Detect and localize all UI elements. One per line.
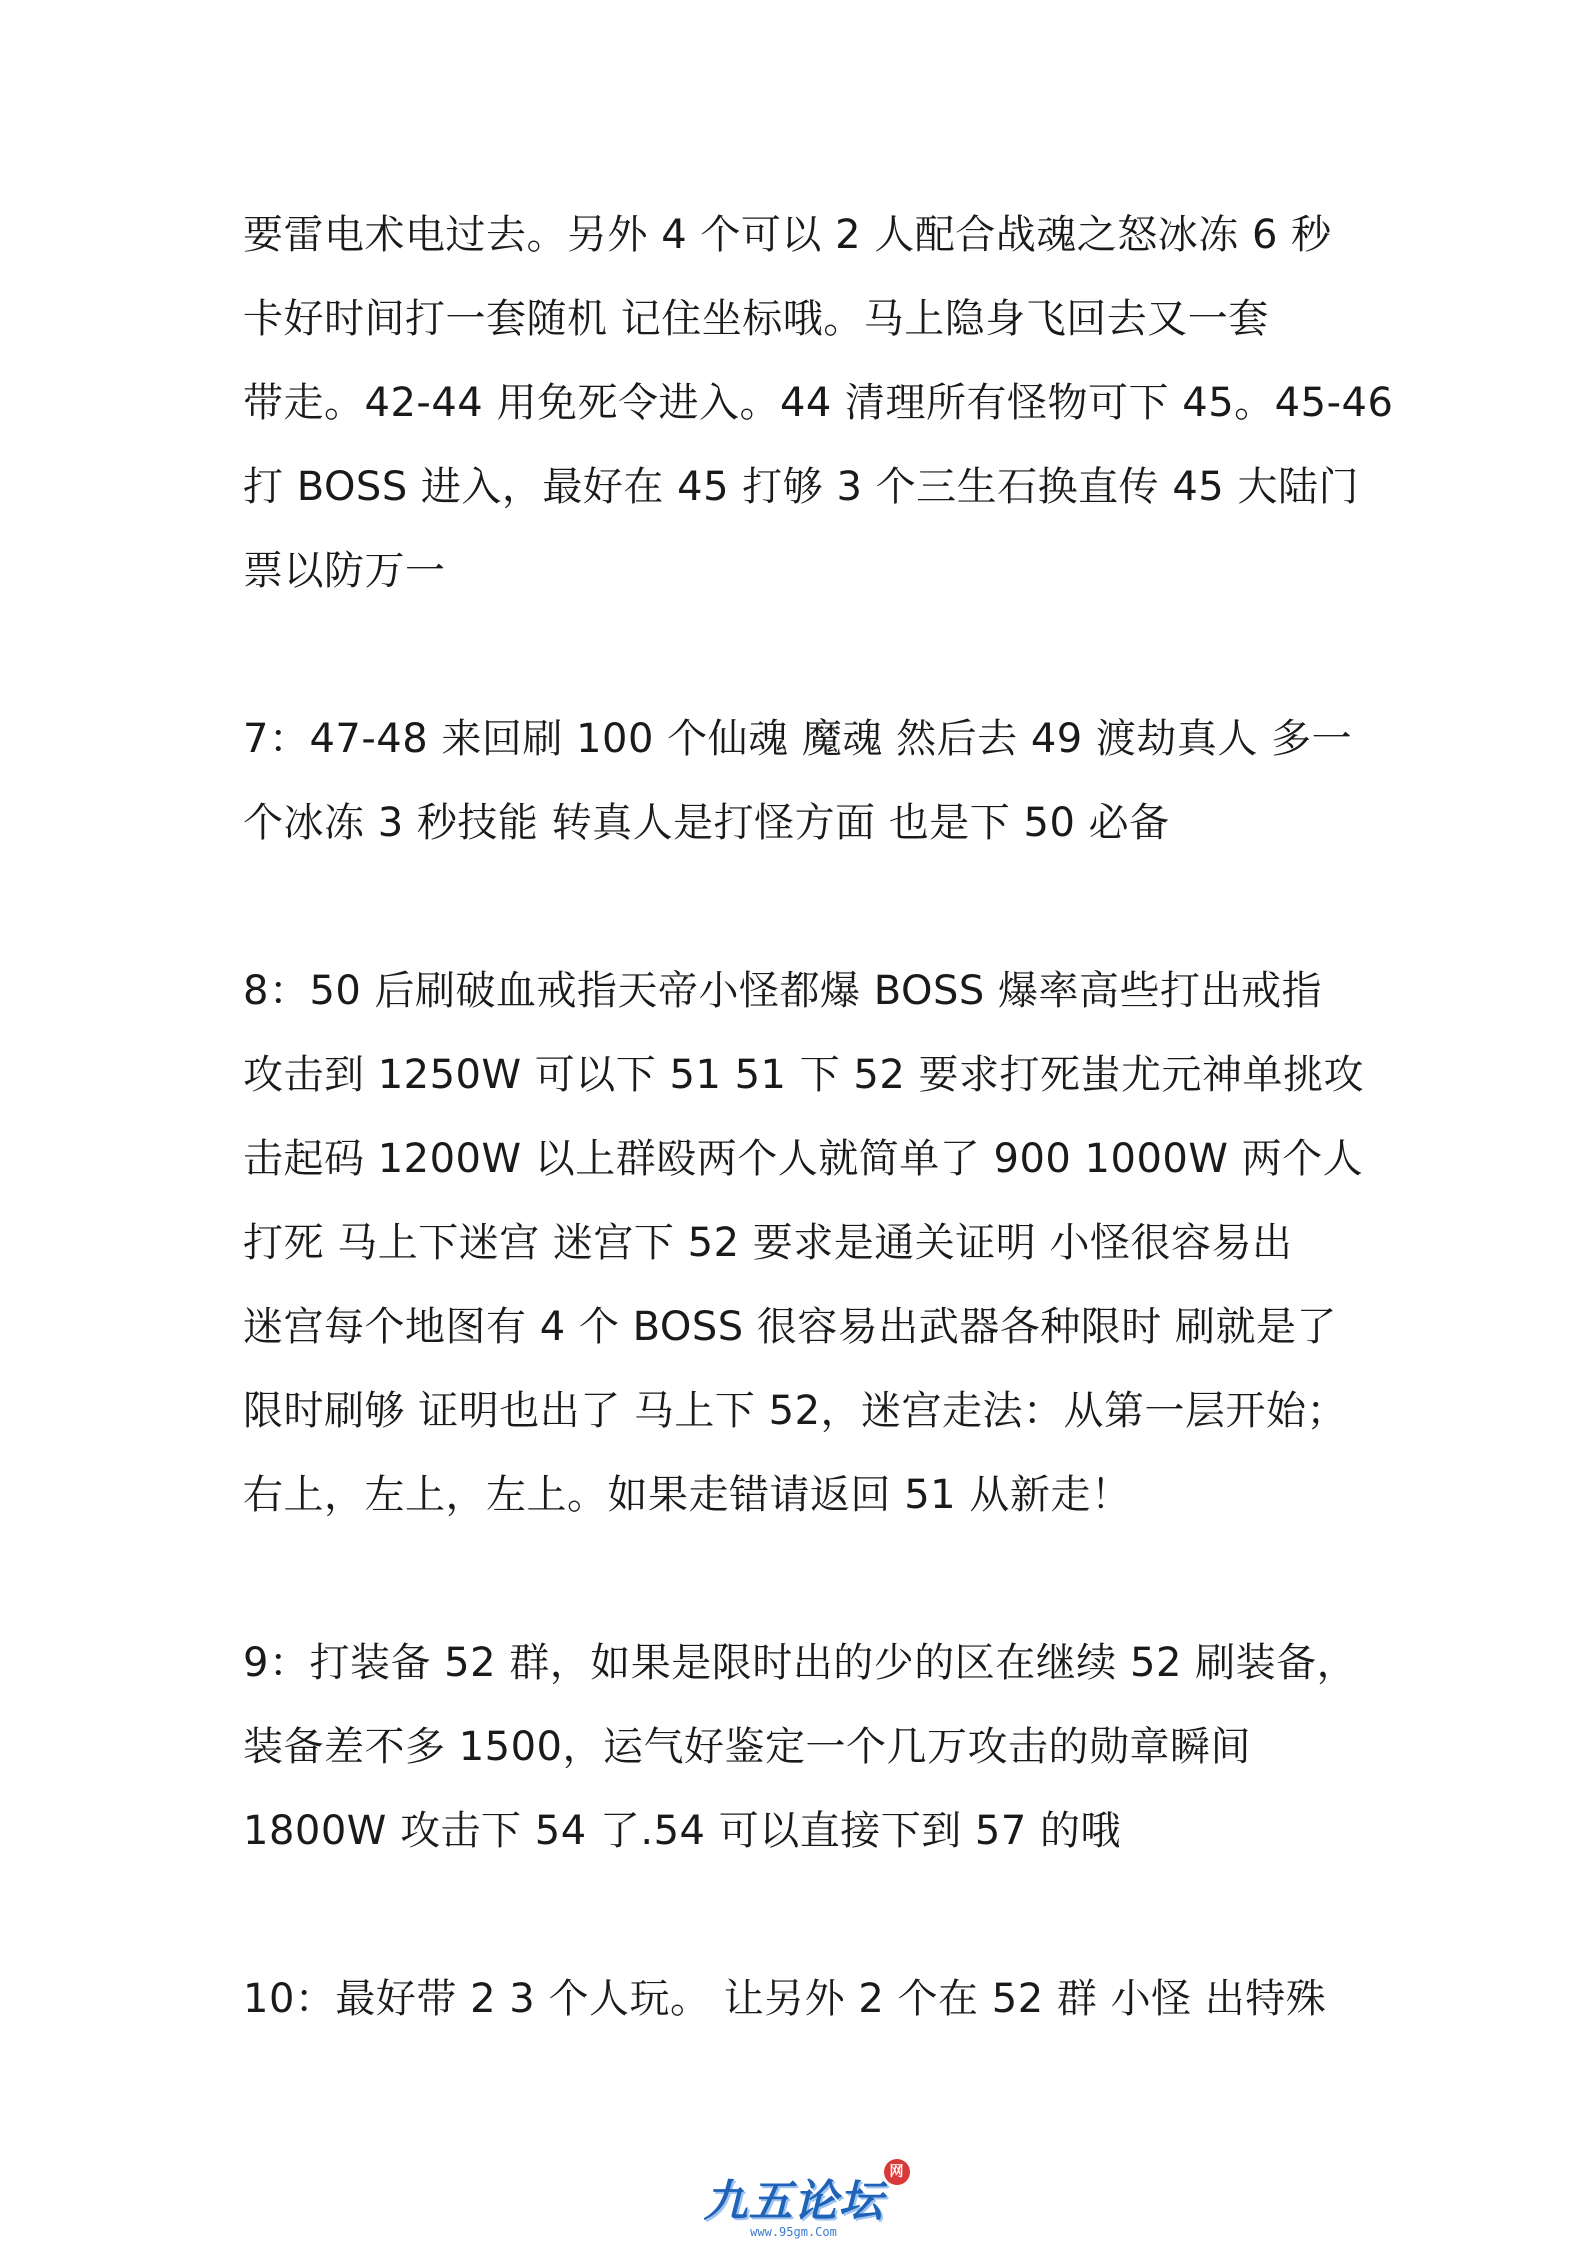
text-line: 攻击到 1250W 可以下 51 51 下 52 要求打死蚩尤元神单挑攻 — [243, 1052, 1365, 1098]
text-line: 打 BOSS 进入，最好在 45 打够 3 个三生石换直传 45 大陆门 — [243, 464, 1359, 510]
text-line: 装备差不多 1500，运气好鉴定一个几万攻击的勋章瞬间 — [243, 1724, 1252, 1770]
text-line: 10：最好带 2 3 个人玩。 让另外 2 个在 52 群 小怪 出特殊 — [243, 1976, 1327, 2022]
text-line: 打死 马上下迷宫 迷宫下 52 要求是通关证明 小怪很容易出 — [243, 1220, 1293, 1266]
logo-text: 九五论坛 — [703, 2176, 884, 2227]
text-line: 要雷电术电过去。另外 4 个可以 2 人配合战魂之怒冰冻 6 秒 — [243, 212, 1332, 258]
text-line: 右上，左上，左上。如果走错请返回 51 从新走！ — [243, 1472, 1132, 1518]
text-line: 击起码 1200W 以上群殴两个人就简单了 900 1000W 两个人 — [243, 1136, 1364, 1182]
text-line: 个冰冻 3 秒技能 转真人是打怪方面 也是下 50 必备 — [243, 800, 1170, 846]
text-line: 带走。42-44 用免死令进入。44 清理所有怪物可下 45。45-46 — [243, 380, 1394, 426]
text-line: 票以防万一 — [243, 548, 446, 594]
text-line: 1800W 攻击下 54 了.54 可以直接下到 57 的哦 — [243, 1808, 1122, 1854]
logo-badge: 网 — [884, 2159, 910, 2185]
text-line: 卡好时间打一套随机 记住坐标哦。马上隐身飞回去又一套 — [243, 296, 1269, 342]
text-line: 迷宫每个地图有 4 个 BOSS 很容易出武器各种限时 刷就是了 — [243, 1304, 1338, 1350]
footer-logo — [0, 2164, 1587, 2239]
logo-url: www.95gm.Com — [750, 2225, 837, 2239]
text-line: 9：打装备 52 群，如果是限时出的少的区在继续 52 刷装备， — [243, 1640, 1358, 1686]
text-line: 限时刷够 证明也出了 马上下 52，迷宫走法：从第一层开始； — [243, 1388, 1348, 1434]
text-line: 8：50 后刷破血戒指天帝小怪都爆 BOSS 爆率高些打出戒指 — [243, 968, 1322, 1014]
site-logo — [703, 2164, 904, 2239]
text-line: 7：47-48 来回刷 100 个仙魂 魔魂 然后去 49 渡劫真人 多一 — [243, 716, 1353, 762]
